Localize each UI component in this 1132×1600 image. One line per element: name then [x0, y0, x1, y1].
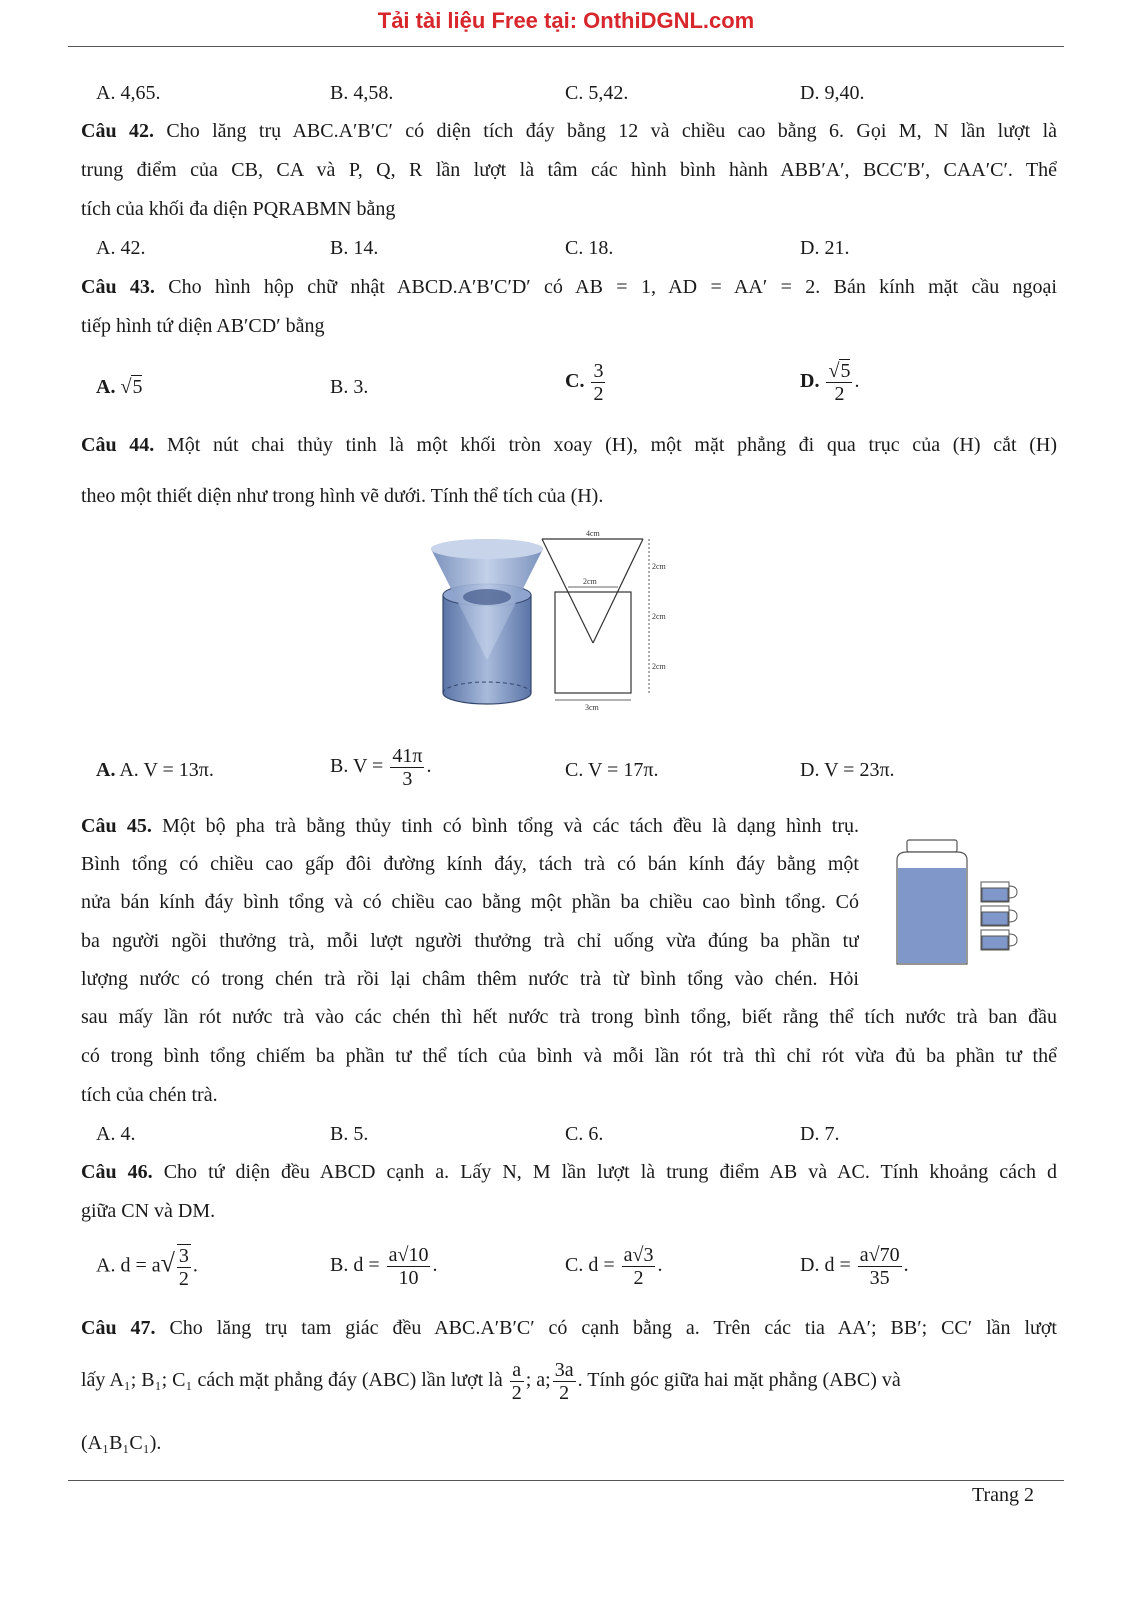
bottle-stopper-svg: [425, 525, 675, 730]
q45-line6: sau mấy lần rót nước trà vào các chén thì hết nước trà trong bình tổng, biết rằng thể tích nước trà ban đầu: [81, 1006, 1057, 1028]
q47-line2: lấy A₁; B₁; C₁ cách mặt phẳng đáy (ABC) lần lượt là $\frac{a}{2}$ ; a; $\frac{3a}{2}$ . Tính góc giữa hai mặt phẳng (ABC) và: [81, 1358, 901, 1404]
q42-option-c: C. 18.: [565, 237, 614, 259]
q42-line1: Câu 42. Cho lăng trụ ABC.A′B′C′ có diện tích đáy bằng 12 và chiều cao bằng 6. Gọi M, N lần lượt là: [81, 120, 1057, 142]
q41-option-b: B. 4,58.: [330, 82, 394, 104]
q47-line3: (A₁B₁C₁).: [81, 1432, 162, 1454]
fig-label-right-3: 2cm: [652, 662, 666, 671]
q42-line2: trung điểm của CB, CA và P, Q, R lần lượt là tâm các hình bình hành ABB′A′, BCC′B′, CAA′C′. Thể: [81, 159, 1057, 181]
q46-line2: giữa CN và DM.: [81, 1200, 216, 1222]
page-number: Trang 2: [971, 1484, 1034, 1506]
q45-line1: Câu 45. Một bộ pha trà bằng thủy tinh có bình tổng và các tách đều là dạng hình trụ.: [81, 815, 859, 837]
fig-label-bottom: 3cm: [585, 703, 599, 712]
q45-line4: ba người ngồi thưởng trà, mỗi lượt người thưởng trà chỉ uống vừa đúng ba phần tư: [81, 930, 859, 952]
page-header: Tải tài liệu Free tại: OnthiDGNL.com: [377, 8, 755, 33]
q46-line1: Câu 46. Cho tứ diện đều ABCD cạnh a. Lấy N, M lần lượt là trung điểm AB và AC. Tính khoảng cách d: [81, 1161, 1057, 1183]
q41-option-d: D. 9,40.: [800, 82, 865, 104]
q41-option-a: A. 4,65.: [96, 82, 161, 104]
q45-option-c: C. 6.: [565, 1123, 604, 1145]
q43-option-c: C. $\frac{3}{2}$: [565, 360, 604, 405]
q43-line1: Câu 43. Cho hình hộp chữ nhật ABCD.A′B′C′D′ có AB = 1, AD = AA′ = 2. Bán kính mặt cầu ngoại: [81, 276, 1057, 298]
q44-option-a: A. A. V = 13π.: [96, 759, 214, 781]
q44-option-d: D. V = 23π.: [800, 759, 895, 781]
q41-option-c: C. 5,42.: [565, 82, 629, 104]
q46-option-b: B. d = $\frac{a√10}{10}$ .: [330, 1244, 438, 1289]
q45-line3: nửa bán kính đáy bình tổng và có chiều cao bằng một phần ba chiều cao bình tổng. Có: [81, 891, 859, 913]
header-rule: [68, 46, 1064, 47]
q43-line2: tiếp hình tứ diện AB′CD′ bằng: [81, 315, 325, 337]
bottle-stopper-figure: [425, 525, 675, 736]
q46-option-c: C. d = $\frac{a√3}{2}$ .: [565, 1244, 663, 1289]
q46-option-a: A. d = a√ $\frac{3}{2}$ .: [96, 1245, 198, 1290]
q42-line3: tích của khối đa diện PQRABMN bằng: [81, 198, 396, 220]
fig-label-right-2: 2cm: [652, 612, 666, 621]
q42-option-d: D. 21.: [800, 237, 850, 259]
q45-option-d: D. 7.: [800, 1123, 840, 1145]
q45-option-b: B. 5.: [330, 1123, 369, 1145]
footer-rule: [68, 1480, 1064, 1481]
fig-label-mid: 2cm: [583, 577, 597, 586]
q45-line7: có trong bình tổng chiếm ba phần tư thể tích của bình và mỗi lần rót trà thì chỉ rót vừa đủ ba phần tư thể: [81, 1045, 1057, 1067]
q44-option-c: C. V = 17π.: [565, 759, 659, 781]
q45-line2: Bình tổng có chiều cao gấp đôi đường kính đáy, tách trà có bán kính đáy bằng một: [81, 853, 859, 875]
q44-line1: Câu 44. Một nút chai thủy tinh là một khối tròn xoay (H), một mặt phẳng đi qua trục của (H) cắt (H): [81, 434, 1057, 456]
q42-option-a: A. 42.: [96, 237, 146, 259]
tea-set-figure: [893, 838, 1023, 974]
tea-set-svg: [893, 838, 1023, 968]
q43-option-b: B. 3.: [330, 376, 369, 398]
q47-line1: Câu 47. Cho lăng trụ tam giác đều ABC.A′B′C′ có cạnh bằng a. Trên các tia AA′; BB′; CC′ lần lượt: [81, 1317, 1057, 1339]
fig-label-top: 4cm: [586, 529, 600, 538]
q43-option-d: D. $\frac{√5}{2}$ .: [800, 360, 860, 405]
q43-option-a: A. √5: [96, 376, 143, 398]
q44-option-b: B. V = $\frac{41\pi}{3}$ .: [330, 745, 432, 790]
q46-option-d: D. d = $\frac{a√70}{35}$ .: [800, 1244, 909, 1289]
q42-option-b: B. 14.: [330, 237, 379, 259]
fig-label-right-1: 2cm: [652, 562, 666, 571]
q44-line2: theo một thiết diện như trong hình vẽ dưới. Tính thể tích của (H).: [81, 485, 604, 507]
q45-line8: tích của chén trà.: [81, 1084, 218, 1106]
q45-option-a: A. 4.: [96, 1123, 136, 1145]
q45-line5: lượng nước có trong chén trà rồi lại châm thêm nước trà từ bình tổng vào chén. Hỏi: [81, 968, 859, 990]
